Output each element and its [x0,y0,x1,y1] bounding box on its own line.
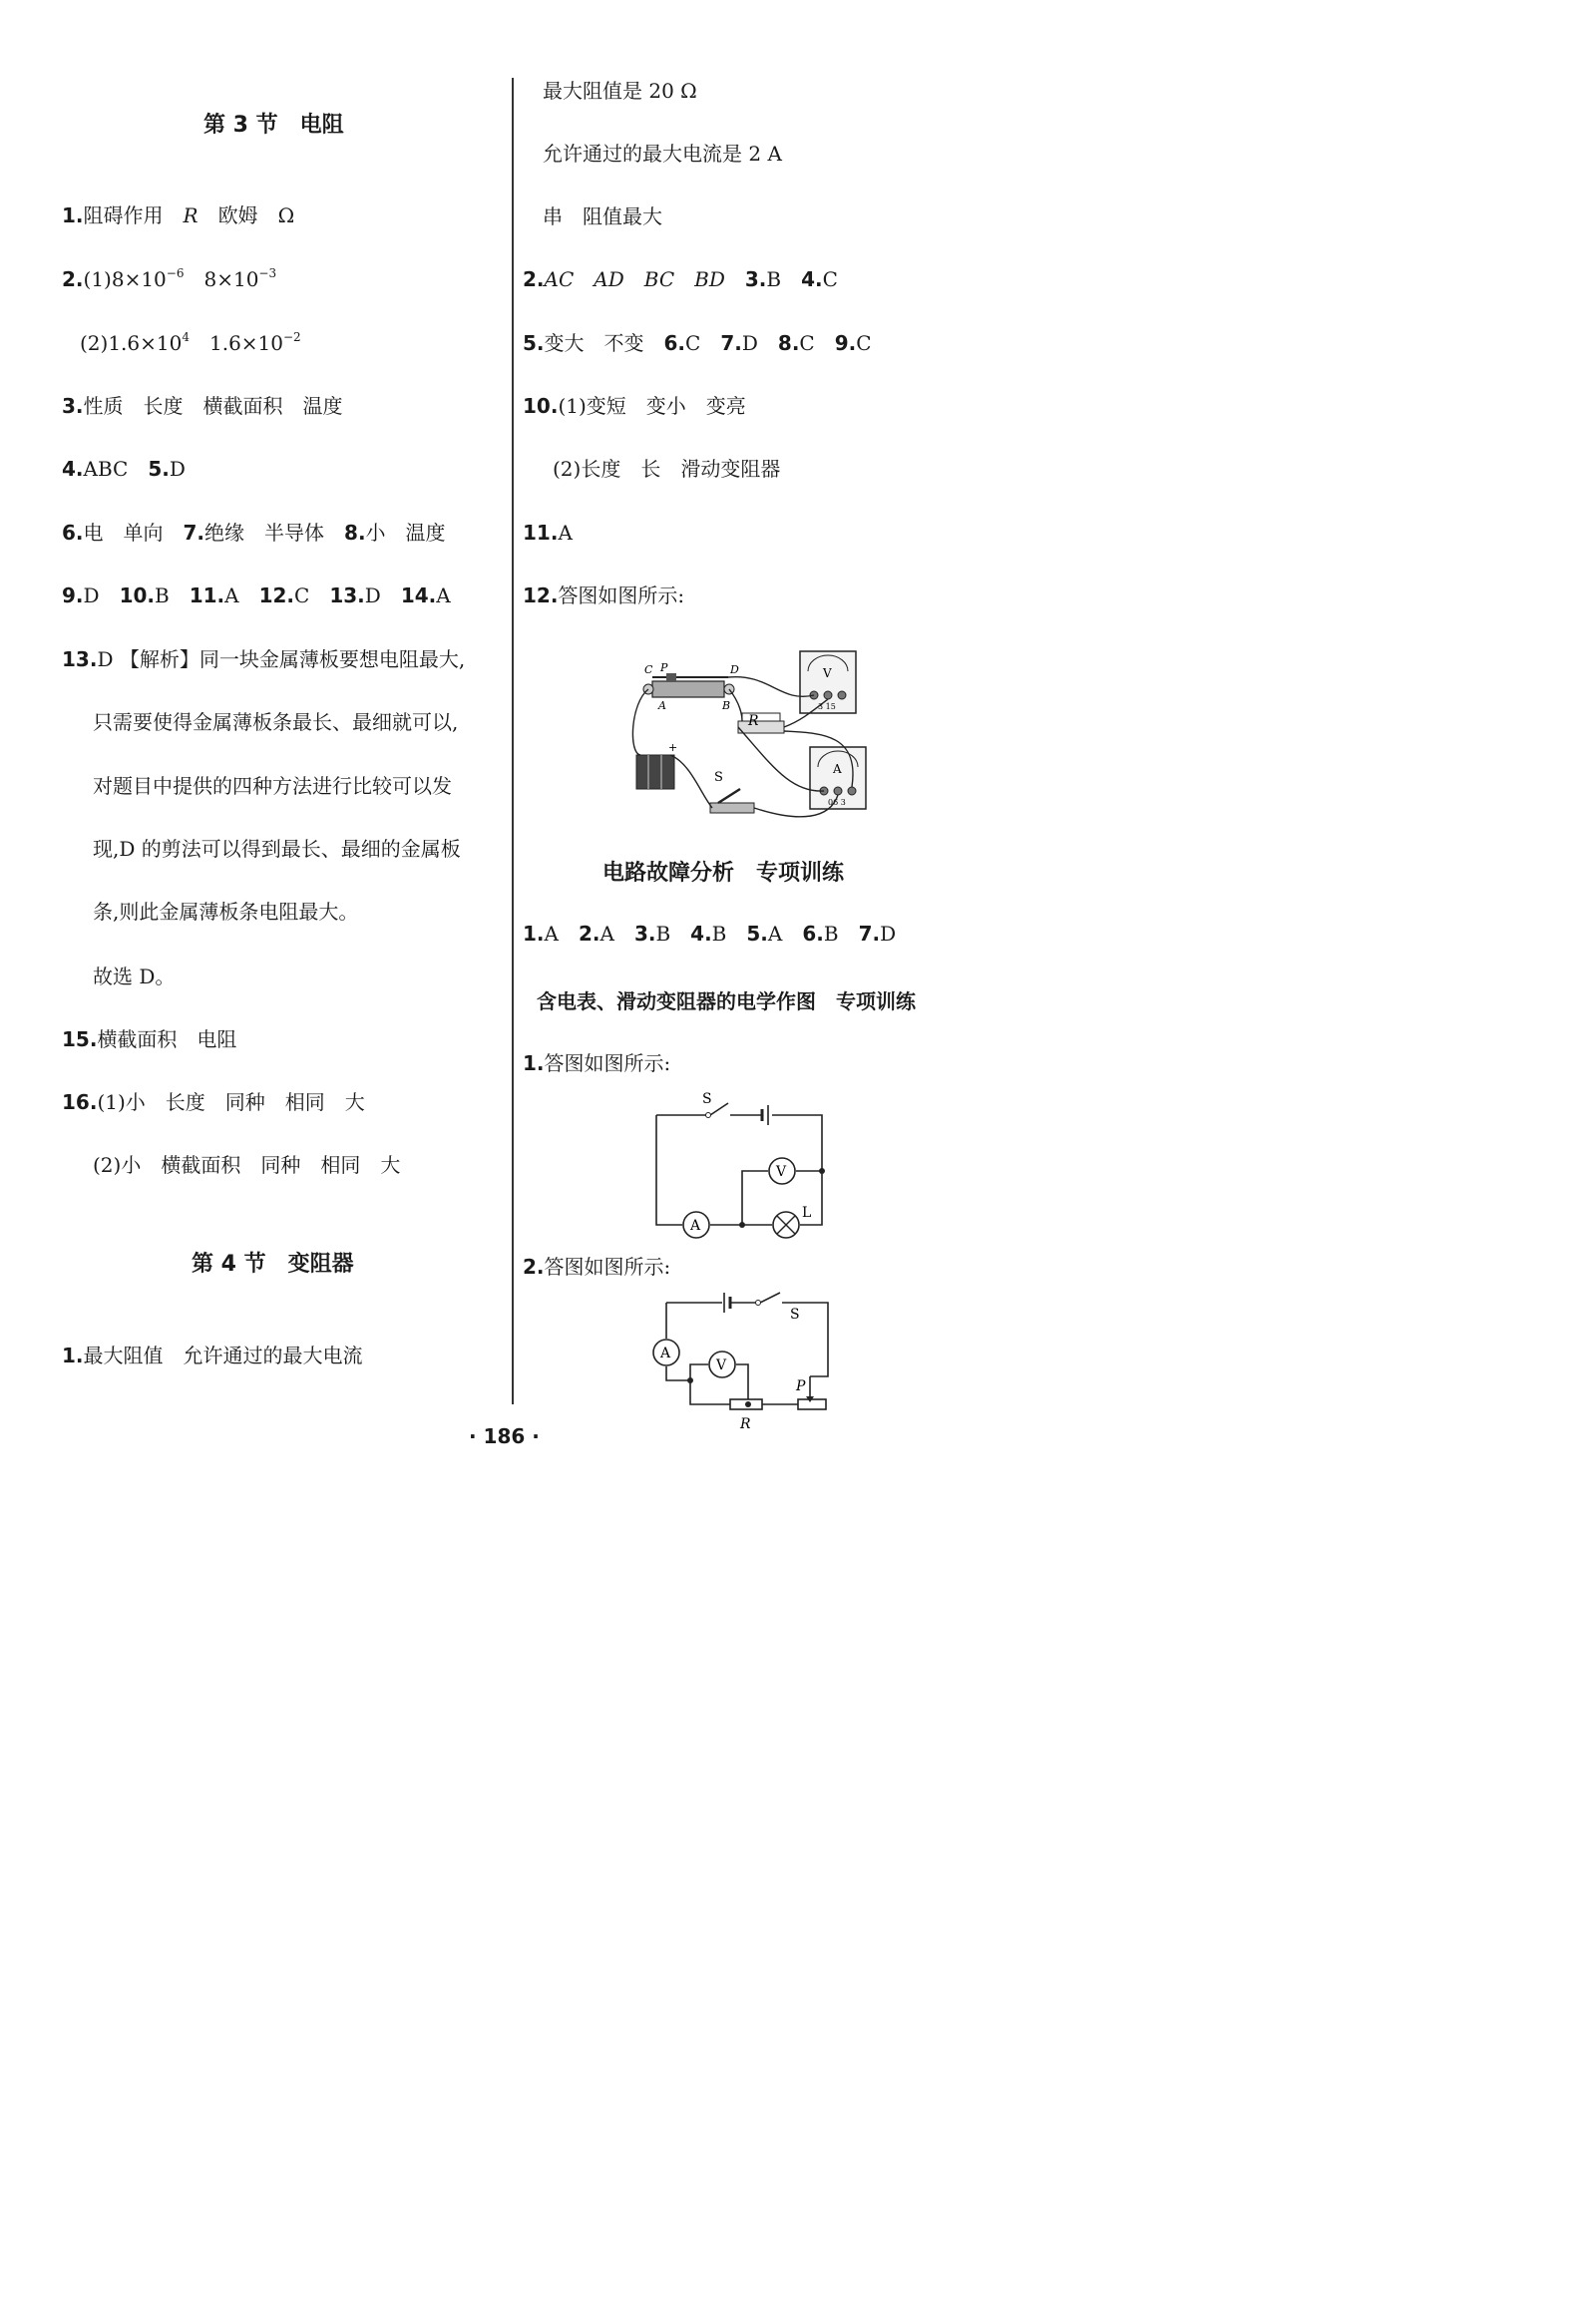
answer-line: 9.D 10.B 11.A 12.C 13.D 14.A [62,583,451,607]
wire [782,1303,828,1376]
rheostat-symbol [798,1399,826,1409]
switch-S [710,803,754,813]
svg-text:R: R [740,1416,751,1432]
svg-text:S: S [790,1307,800,1323]
wire [736,1364,748,1404]
svg-text:3 15: 3 15 [818,702,836,711]
answer-line: 2.AC AD BC BD 3.B 4.C [523,267,838,291]
wire [690,1380,730,1404]
svg-text:06 3: 06 3 [828,798,846,807]
answer-line: 12.答图如图所示: [523,583,685,607]
rheostat-slider [666,673,676,681]
answer-line: 1.答图如图所示: [523,1051,671,1075]
wire [656,1115,682,1225]
svg-text:R: R [748,713,759,729]
svg-text:V: V [716,1357,727,1373]
section-heading-resistance: 第 3 节 电阻 [203,113,344,138]
answer-line: $(2)1.6\times 10^4$ $1.6\times 10^{-2}$ [80,330,301,355]
answer-line: 允许通过的最大电流是 2 A [543,142,782,166]
switch-contact [706,1113,711,1118]
section-heading-fault-analysis: 电路故障分析 专项训练 [602,861,845,886]
svg-text:V: V [823,666,832,680]
circuit-diagram-2 [646,1291,836,1432]
switch-lever [718,789,740,803]
wire [670,755,712,808]
svg-text:A: A [660,1346,671,1361]
svg-text:A: A [690,1218,701,1234]
svg-text:P: P [660,661,668,674]
battery [636,755,674,789]
answer-line: 4.ABC 5.D [62,457,186,481]
answer-line: 故选 D。 [93,965,176,988]
answer-line: 15.横截面积 电阻 [62,1027,237,1051]
resistor-R [738,721,784,733]
answer-line: 1.最大阻值 允许通过的最大电流 [62,1344,363,1367]
svg-text:B: B [722,699,731,712]
rheostat-coil [652,681,724,697]
svg-text:A: A [658,699,666,712]
answer-line: 1.阻碍作用 R 欧姆 Ω [62,203,295,227]
svg-text:A: A [833,762,842,776]
junction-dot [739,1222,745,1228]
column-divider [512,78,514,1404]
wire [690,1364,708,1380]
ammeter-terminal [834,787,842,795]
answer-line: 最大阻值是 20 Ω [543,79,697,103]
answer-line: (2)长度 长 滑动变阻器 [553,457,781,481]
answer-line: 3.性质 长度 横截面积 温度 [62,394,343,418]
switch-blade [760,1293,780,1303]
answer-line: $2.(1)8\times 10^{-6}$ $8\times 10^{-3}$ [62,266,277,291]
switch-blade [710,1103,728,1115]
section-heading-rheostat: 第 4 节 变阻器 [192,1252,354,1277]
voltmeter-terminal [824,691,832,699]
svg-text:+: + [668,741,678,754]
switch-contact [756,1301,761,1306]
answer-line: 11.A [523,521,573,545]
answer-line: 只需要使得金属薄板条最长、最细就可以, [93,710,459,734]
junction-dot [687,1377,693,1383]
answer-line: 6.电 单向 7.绝缘 半导体 8.小 温度 [62,521,446,545]
circuit-diagram-1 [652,1089,842,1239]
wire [632,689,648,755]
answer-line: 10.(1)变短 变小 变亮 [523,394,746,418]
voltmeter-terminal [838,691,846,699]
answer-line: 1.A 2.A 3.B 4.B 5.A 6.B 7.D [523,922,897,946]
svg-text:S: S [702,1091,712,1107]
answer-line: (2)小 横截面积 同种 相同 大 [93,1153,401,1177]
ammeter-terminal [848,787,856,795]
junction-dot [745,1401,751,1407]
answer-line: 现,D 的剪法可以得到最长、最细的金属板 [93,837,461,861]
page-number: · 186 · [469,1424,540,1448]
answer-line: 16.(1)小 长度 同种 相同 大 [62,1090,365,1114]
wire [742,1171,768,1225]
wire [666,1366,690,1380]
answer-line: 2.答图如图所示: [523,1255,671,1279]
answer-line: 5.变大 不变 6.C 7.D 8.C 9.C [523,331,872,355]
svg-text:C: C [644,663,653,676]
svg-text:D: D [730,663,739,676]
answer-line: 13.D 【解析】同一块金属薄板要想电阻最大, [62,647,466,671]
answer-line: 串 阻值最大 [543,204,662,228]
answer-line: 条,则此金属薄板条电阻最大。 [93,900,359,924]
junction-dot [819,1168,825,1174]
section-heading-meter-diagrams: 含电表、滑动变阻器的电学作图 专项训练 [537,989,916,1013]
svg-text:P: P [796,1378,806,1394]
answer-line: 对题目中提供的四种方法进行比较可以发 [93,774,452,798]
svg-text:L: L [802,1205,812,1221]
circuit-wiring-figure [630,643,870,833]
svg-text:V: V [776,1164,787,1180]
svg-text:S: S [714,770,723,785]
